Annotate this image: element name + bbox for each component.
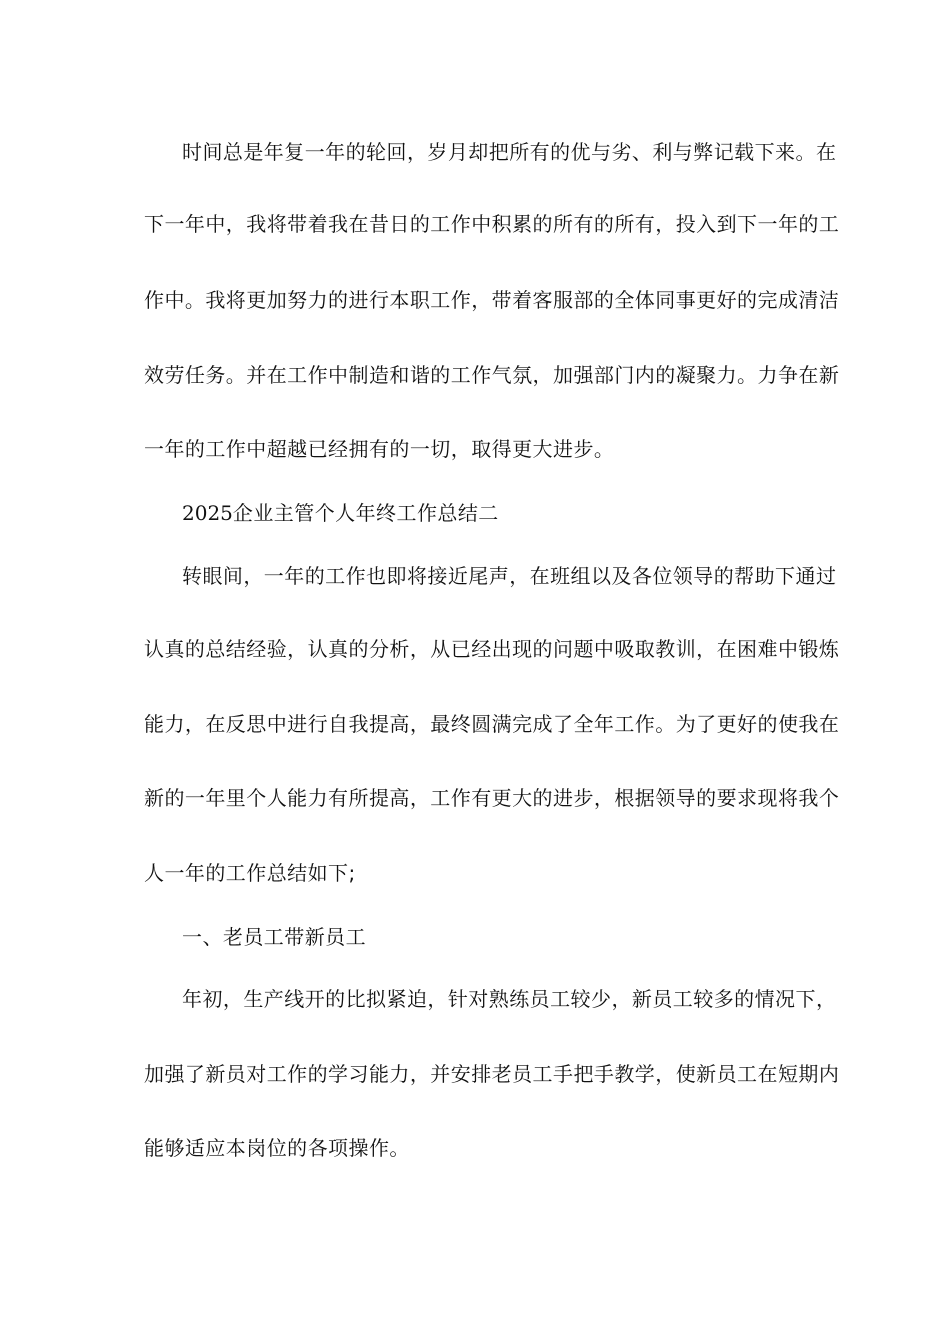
subheading: 一、老员工带新员工 <box>182 925 367 949</box>
paragraph-2-line-4: 新的一年里个人能力有所提高，工作有更大的进步，根据领导的要求现将我个 <box>144 786 840 810</box>
paragraph-1-line-1: 时间总是年复一年的轮回，岁月却把所有的优与劣、利与弊记载下来。在 <box>182 140 837 164</box>
paragraph-1-line-3: 作中。我将更加努力的进行本职工作，带着客服部的全体同事更好的完成清洁 <box>144 288 840 312</box>
paragraph-3-line-1: 年初，生产线开的比拟紧迫，针对熟练员工较少，新员工较多的情况下， <box>182 987 837 1011</box>
paragraph-1-line-4: 效劳任务。并在工作中制造和谐的工作气氛，加强部门内的凝聚力。力争在新 <box>144 363 840 387</box>
section-title-text: 企业主管个人年终工作总结二 <box>232 501 499 525</box>
section-title-year: 2025 <box>182 501 233 525</box>
paragraph-1-line-2: 下一年中，我将带着我在昔日的工作中积累的所有的所有，投入到下一年的工 <box>144 212 840 236</box>
paragraph-2-line-5: 人一年的工作总结如下; <box>144 861 356 885</box>
paragraph-1-line-5: 一年的工作中超越已经拥有的一切，取得更大进步。 <box>144 437 615 461</box>
paragraph-3-line-3: 能够适应本岗位的各项操作。 <box>144 1136 410 1160</box>
paragraph-2-line-1: 转眼间，一年的工作也即将接近尾声，在班组以及各位领导的帮助下通过 <box>182 564 837 588</box>
paragraph-2-line-2: 认真的总结经验，认真的分析，从已经出现的问题中吸取教训，在困难中锻炼 <box>144 637 840 661</box>
paragraph-3-line-2: 加强了新员对工作的学习能力，并安排老员工手把手教学，使新员工在短期内 <box>144 1062 840 1086</box>
section-title <box>182 500 844 526</box>
paragraph-2-line-3: 能力，在反思中进行自我提高，最终圆满完成了全年工作。为了更好的使我在 <box>144 712 840 736</box>
